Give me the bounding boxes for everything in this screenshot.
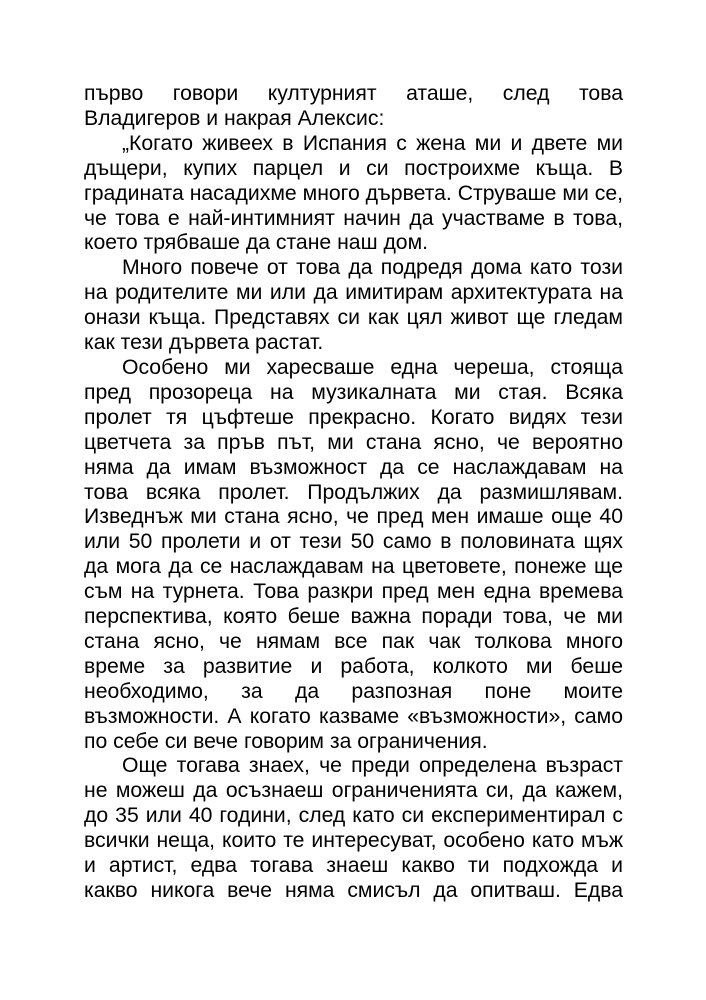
paragraph-cut-off: Още тогава знаех, че преди определена възраст не можеш да осъзнаеш ограниченията си, да кажем, до 35 или 40 години, след като си експериментирал с всички неща, които те интересуват, особено като мъж и артист, едва тогава знаеш какво ти подхожда и какво никога вече няма смисъл да опитваш. Едва [84, 754, 623, 902]
paragraph: Особено ми харесваше една череша, стояща пред прозореца на музикалната ми стая. Всяка пролет тя цъфтеше прекрасно. Когато видях тези цветчета за пръв път, ми стана ясно, че вероятно няма да имам възможност да се наслаждавам на това всяка пролет. Продължих да размишлявам. Изведнъж ми стана ясно, че пред мен имаше още 40 или 50 пролети и от тези 50 само в половината щях да мога да се наслаждавам на цветовете, понеже ще съм на турнета. Това разкри пред мен една времева перспектива, която беше важна поради това, че ми стана ясно, че нямам все пак чак толкова много време за развитие и работа, колкото ми беше необходимо, за да разпозная поне моите възможности. А когато казваме «възможности», само по себе си вече говорим за ограничения. [84, 355, 623, 753]
paragraph-continuation: първо говори културният аташе, след това Владигеров и накрая Алексис: [84, 82, 623, 130]
body-text-block [84, 82, 623, 904]
paragraph-quote-start: „Когато живеех в Испания с жена ми и двете ми дъщери, купих парцел и си построихме къща. В градината насадихме много дървета. Струваше ми се, че това е най-интимният начин да участваме в това, което трябваше да стане наш дом. [84, 131, 623, 255]
paragraph: Много повече от това да подредя дома като този на родителите ми или да имитирам архитектурата на онази къща. Представях си как цял живот ще гледам как тези дървета растат. [84, 256, 623, 355]
